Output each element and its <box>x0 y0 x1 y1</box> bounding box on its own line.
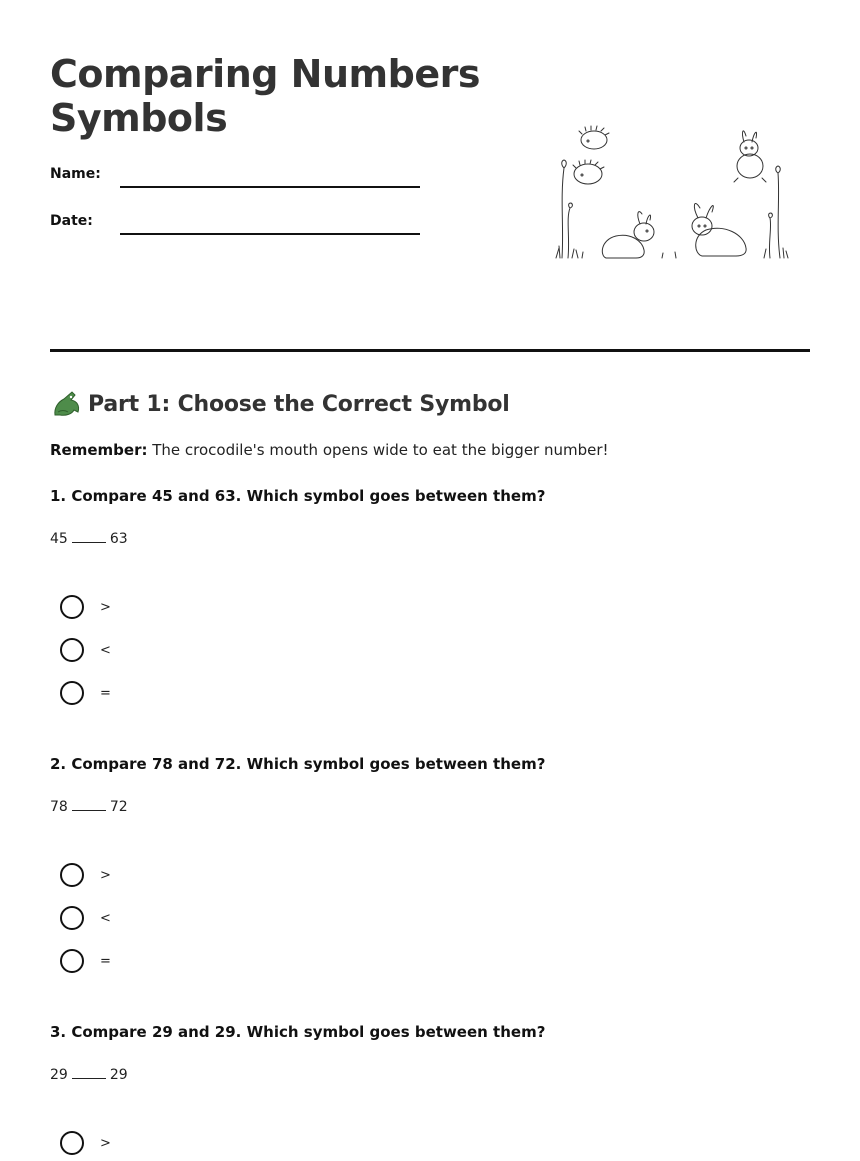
question-2-option[interactable] <box>60 948 111 974</box>
worksheet-title: Comparing Numbers Symbols <box>50 52 480 140</box>
hedgehog-drawing <box>573 160 604 184</box>
name-label: Name: <box>50 166 101 182</box>
option-label: = <box>100 685 111 701</box>
question-1-option[interactable] <box>60 594 111 620</box>
date-label: Date: <box>50 213 93 229</box>
radio-button[interactable] <box>60 681 84 705</box>
left-number: 45 <box>50 531 68 547</box>
radio-button[interactable] <box>60 906 84 930</box>
radio-button[interactable] <box>60 1131 84 1155</box>
question-1-option[interactable] <box>60 637 111 663</box>
rabbit-drawing <box>602 212 654 258</box>
question-1-prompt: 1. Compare 45 and 63. Which symbol goes between them? <box>50 487 546 505</box>
part1-heading-text: Part 1: Choose the Correct Symbol <box>88 391 510 417</box>
answer-blank <box>72 530 106 543</box>
animals-illustration <box>552 118 792 260</box>
question-1-option[interactable] <box>60 680 111 706</box>
right-number: 63 <box>109 531 128 547</box>
answer-blank <box>72 1066 106 1079</box>
question-3-expression <box>50 1066 128 1083</box>
question-3-option[interactable] <box>60 1130 111 1156</box>
remember-label: Remember: <box>50 441 148 459</box>
radio-button[interactable] <box>60 863 84 887</box>
radio-button[interactable] <box>60 638 84 662</box>
right-number: 72 <box>109 799 128 815</box>
name-line <box>120 186 420 188</box>
option-label: > <box>100 1135 111 1151</box>
question-2-option[interactable] <box>60 905 111 931</box>
section-divider <box>50 349 810 352</box>
hedgehog-drawing <box>579 126 609 149</box>
remember-text: The crocodile's mouth opens wide to eat the bigger number! <box>147 441 609 459</box>
radio-button[interactable] <box>60 595 84 619</box>
question-2-expression <box>50 798 128 815</box>
option-label: > <box>100 599 111 615</box>
left-number: 29 <box>50 1067 68 1083</box>
left-number: 78 <box>50 799 68 815</box>
right-number: 29 <box>109 1067 128 1083</box>
remember-note <box>50 441 609 459</box>
answer-blank <box>72 798 106 811</box>
question-1-expression <box>50 530 128 547</box>
part1-heading <box>50 388 510 420</box>
option-label: < <box>100 642 111 658</box>
question-3-prompt: 3. Compare 29 and 29. Which symbol goes between them? <box>50 1023 546 1041</box>
crocodile-icon <box>50 388 82 420</box>
radio-button[interactable] <box>60 949 84 973</box>
date-line <box>120 233 420 235</box>
option-label: < <box>100 910 111 926</box>
question-2-option[interactable] <box>60 862 111 888</box>
question-2-prompt: 2. Compare 78 and 72. Which symbol goes between them? <box>50 755 546 773</box>
option-label: = <box>100 953 111 969</box>
rabbit-drawing <box>734 131 766 182</box>
rabbit-drawing <box>692 203 746 256</box>
option-label: > <box>100 867 111 883</box>
